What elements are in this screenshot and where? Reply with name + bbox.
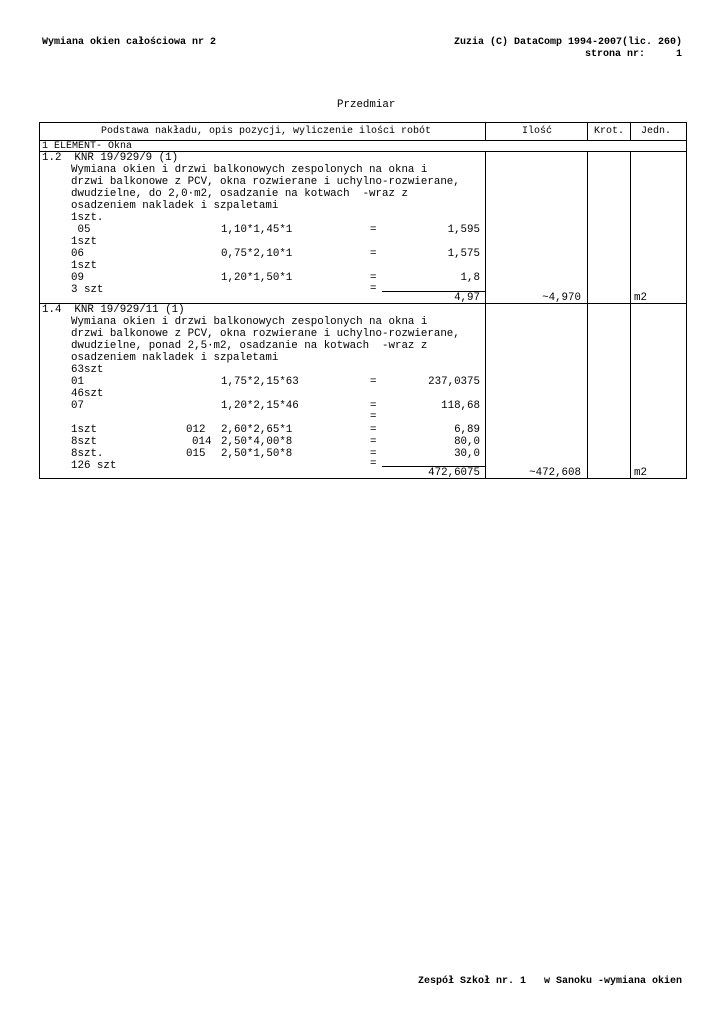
calc-label: 09 — [71, 272, 84, 284]
calc-equals: = — [370, 376, 377, 388]
item-description-line: osadzeniem nakladek i szpaletami — [71, 352, 279, 364]
item-quantity: ~4,970 — [542, 292, 581, 304]
item-description-line: drzwi balkonowe z PCV, okna rozwierane i uchylno-rozwierane, — [71, 328, 460, 340]
calc-expression: 1,20*2,15*46 — [221, 400, 299, 412]
calc-equals: = — [370, 458, 377, 470]
calc-value: 80,0 — [454, 436, 480, 448]
item-sum: 472,6075 — [428, 467, 480, 479]
software-credit: Zuzia (C) DataComp 1994-2007(lic. 260) — [453, 37, 682, 48]
header-description: Podstawa nakładu, opis pozycji, wyliczenie ilości robót — [101, 126, 432, 137]
calc-label: 8szt. — [71, 448, 104, 460]
document-title: Wymiana okien całościowa nr 2 — [42, 37, 217, 48]
header-multiplier: Krot. — [594, 126, 625, 137]
calc-equals: = — [370, 424, 377, 436]
calc-expression: 2,50*4,00*8 — [221, 436, 293, 448]
item-description-line: drzwi balkonowe z PCV, okna rozwierane i uchylno-rozwierane, — [71, 176, 460, 188]
item-description-line: dwudzielne, ponad 2,5·m2, osadzanie na kotwach -wraz z — [71, 340, 428, 352]
calc-position-number: 014 — [192, 436, 212, 448]
footer-text: Zespół Szkoł nr. 1 w Sanoku -wymiana okien — [417, 976, 682, 987]
calc-label: 8szt — [71, 436, 97, 448]
calc-equals: = — [370, 283, 377, 295]
calc-equals: = — [370, 436, 377, 448]
calc-label: 1szt — [71, 260, 97, 272]
calc-equals: = — [370, 411, 377, 423]
section-title: Przedmiar — [337, 99, 396, 111]
calc-label: 1szt — [71, 236, 97, 248]
calc-expression: 1,20*1,50*1 — [221, 272, 293, 284]
calc-label: 07 — [71, 400, 84, 412]
calc-label: 05 — [71, 224, 91, 236]
calc-equals: = — [370, 272, 377, 284]
calc-expression: 2,50*1,50*8 — [221, 448, 293, 460]
calc-value: 30,0 — [454, 448, 480, 460]
calc-label: 3 szt — [71, 284, 104, 296]
calc-value: 237,0375 — [428, 376, 480, 388]
calc-expression: 1,75*2,15*63 — [221, 376, 299, 388]
calc-label: 46szt — [71, 388, 104, 400]
item-code: 1.2 KNR 19/929/9 (1) — [42, 152, 179, 164]
item-sum: 4,97 — [454, 292, 480, 304]
page-label: strona nr: — [585, 49, 646, 60]
calc-position-number: 015 — [186, 448, 206, 460]
item-description-line: Wymiana okien i drzwi balkonowych zespolonych na okna i — [71, 164, 428, 176]
calc-equals: = — [370, 448, 377, 460]
calc-value: 1,575 — [447, 248, 480, 260]
item-description-line: dwudzielne, do 2,0·m2, osadzanie na kotwach -wraz z — [71, 188, 408, 200]
calc-expression: 1,10*1,45*1 — [221, 224, 293, 236]
calc-label: 1szt — [71, 424, 97, 436]
calc-position-number: 012 — [186, 424, 206, 436]
calc-label: 1szt. — [71, 212, 104, 224]
calc-label: 06 — [71, 248, 84, 260]
calc-equals: = — [370, 248, 377, 260]
calc-value: 1,595 — [447, 224, 480, 236]
item-code: 1.4 KNR 19/929/11 (1) — [42, 304, 185, 316]
item-description-line: osadzeniem nakladek i szpaletami — [71, 200, 279, 212]
calc-value: 6,89 — [454, 424, 480, 436]
calc-equals: = — [370, 400, 377, 412]
calc-expression: 0,75*2,10*1 — [221, 248, 293, 260]
element-row: 1 ELEMENT- Okna — [42, 141, 133, 152]
calc-value: 118,68 — [441, 400, 480, 412]
item-unit: m2 — [634, 467, 647, 479]
calc-label: 63szt — [71, 364, 104, 376]
calc-equals: = — [370, 224, 377, 236]
calc-label: 126 szt — [71, 460, 117, 472]
calc-label: 01 — [71, 376, 84, 388]
header-unit: Jedn. — [641, 126, 672, 137]
calc-value: 1,8 — [460, 272, 480, 284]
page-number: 1 — [675, 49, 682, 60]
header-quantity: Ilość — [522, 126, 553, 137]
item-description-line: Wymiana okien i drzwi balkonowych zespolonych na okna i — [71, 316, 428, 328]
calc-expression: 2,60*2,65*1 — [221, 424, 293, 436]
item-quantity: ~472,608 — [529, 467, 581, 479]
item-unit: m2 — [634, 292, 647, 304]
